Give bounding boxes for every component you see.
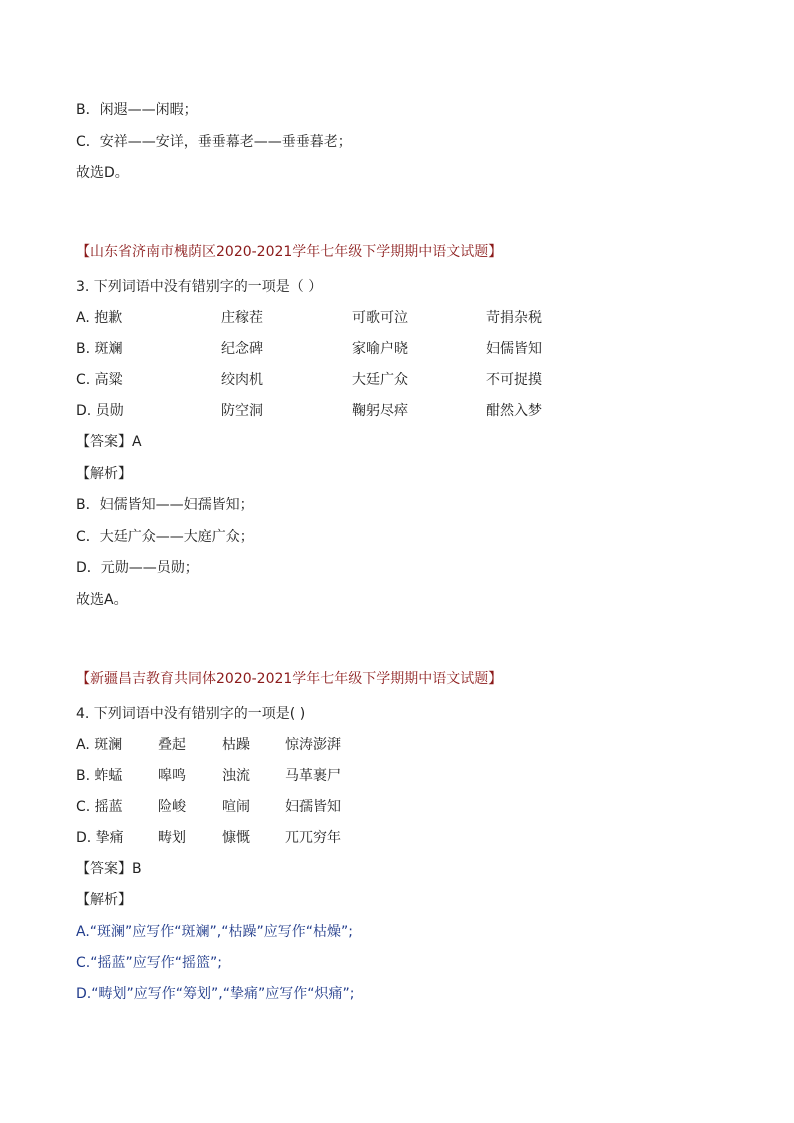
option-word: 叠起 <box>158 737 186 753</box>
option-word: 妇孺皆知 <box>285 799 341 815</box>
analysis-title-3: 【解析】 <box>76 466 132 482</box>
option-word: 嗥鸣 <box>158 768 186 784</box>
option-word: 庄稼茬 <box>221 310 263 326</box>
analysis-line: D.“畴划”应写作“筹划”,“挚痛”应写作“炽痛”; <box>76 986 355 1002</box>
question-3: 3. 下列词语中没有错别字的一项是（ ） <box>76 279 323 295</box>
option-word: B. 斑斓 <box>76 341 123 357</box>
option-word: 慷慨 <box>222 830 250 846</box>
option-word: 鞠躬尽瘁 <box>352 403 408 419</box>
option-word: 马革裹尸 <box>285 768 341 784</box>
option-word: 妇儒皆知 <box>486 341 542 357</box>
option-word: 险峻 <box>158 799 186 815</box>
conclusion-line: 故选A。 <box>76 592 128 608</box>
conclusion-line: 故选D。 <box>76 165 129 181</box>
option-word: 浊流 <box>222 768 250 784</box>
option-word: 防空洞 <box>221 403 263 419</box>
option-word: 枯躁 <box>222 737 250 753</box>
option-word: 畴划 <box>158 830 186 846</box>
option-word: 家喻户晓 <box>352 341 408 357</box>
option-word: 苛捐杂税 <box>486 310 542 326</box>
option-word: 大廷广众 <box>352 372 408 388</box>
option-word: 酣然入梦 <box>486 403 542 419</box>
answer-3: 【答案】A <box>76 434 142 450</box>
option-word: 可歌可泣 <box>352 310 408 326</box>
analysis-line-c: C．安祥——安详，垂垂幕老——垂垂暮老； <box>76 134 352 150</box>
analysis-line: B．妇儒皆知——妇孺皆知； <box>76 497 254 513</box>
option-word: A. 抱歉 <box>76 310 123 326</box>
option-word: 纪念碑 <box>221 341 263 357</box>
analysis-line: C.“摇蓝”应写作“摇篮”; <box>76 955 222 971</box>
option-word: C. 高粱 <box>76 372 123 388</box>
option-word: B. 蚱蜢 <box>76 768 123 784</box>
question-4: 4. 下列词语中没有错别字的一项是( ) <box>76 706 306 722</box>
option-word: D. 员勋 <box>76 403 124 419</box>
option-word: A. 斑澜 <box>76 737 123 753</box>
option-word: 喧闹 <box>222 799 250 815</box>
option-word: 绞肉机 <box>221 372 263 388</box>
source-title-2: 【新疆昌吉教育共同体2020-2021学年七年级下学期期中语文试题】 <box>76 671 503 687</box>
analysis-line: C．大廷广众——大庭广众； <box>76 529 254 545</box>
option-word: C. 摇蓝 <box>76 799 123 815</box>
source-title-1: 【山东省济南市槐荫区2020-2021学年七年级下学期期中语文试题】 <box>76 244 503 260</box>
option-word: 兀兀穷年 <box>285 830 341 846</box>
analysis-title-4: 【解析】 <box>76 892 132 908</box>
answer-4: 【答案】B <box>76 861 142 877</box>
option-word: 不可捉摸 <box>486 372 542 388</box>
analysis-line-b: B．闲遐——闲暇； <box>76 102 198 118</box>
analysis-line: A.“斑澜”应写作“斑斓”,“枯躁”应写作“枯燥”; <box>76 924 353 940</box>
analysis-line: D．元勋——员勋； <box>76 560 199 576</box>
option-word: 惊涛澎湃 <box>285 737 341 753</box>
option-word: D. 挚痛 <box>76 830 124 846</box>
